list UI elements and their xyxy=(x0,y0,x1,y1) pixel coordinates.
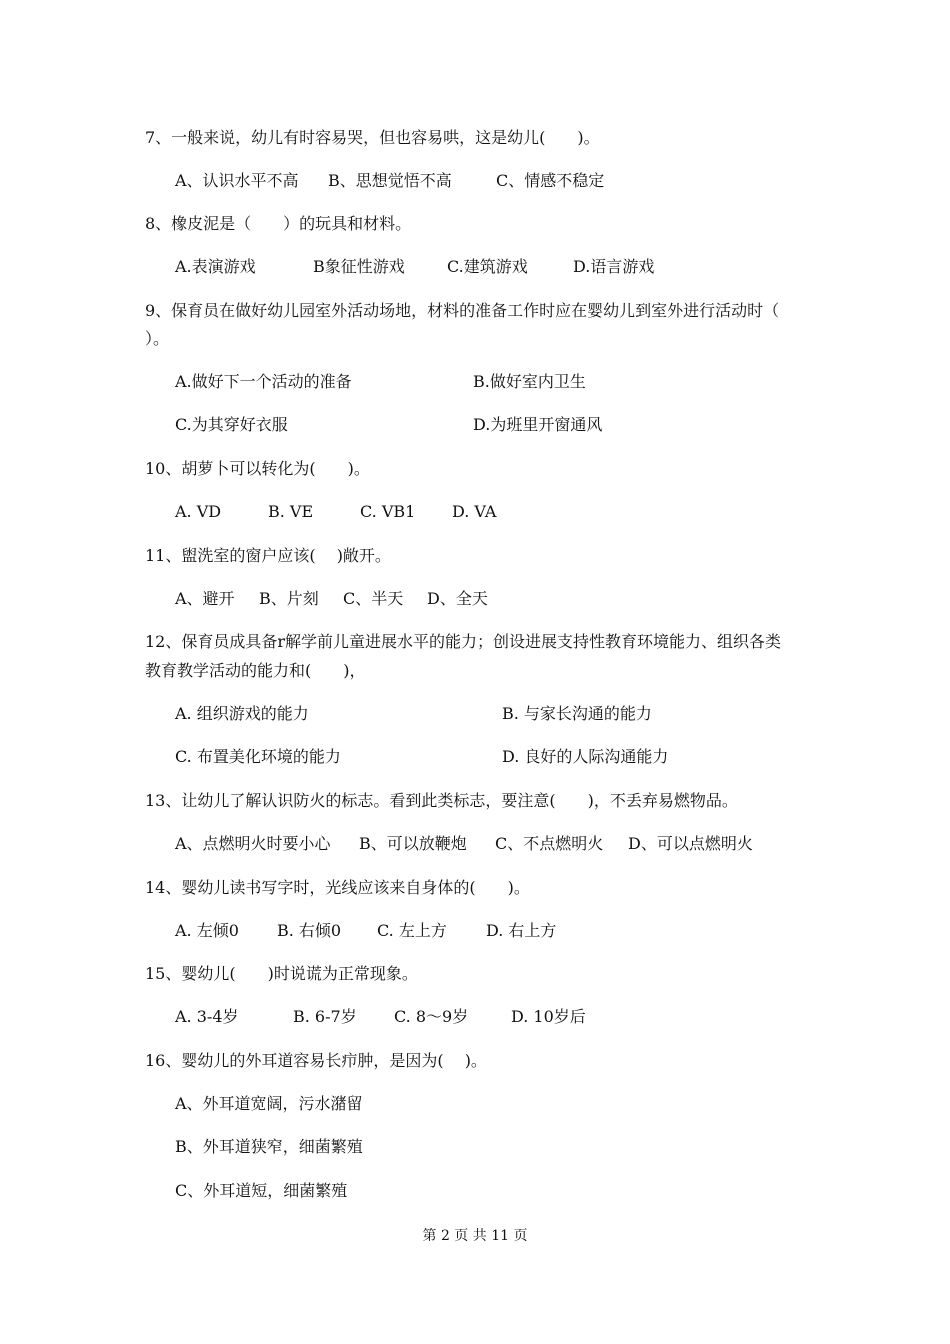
question-7-option-a: A、认识水平不高 xyxy=(175,171,299,190)
question-15-option-c: C. 8～9岁 xyxy=(394,1007,469,1026)
question-13-option-c: C、不点燃明火 xyxy=(495,834,604,853)
question-10-option-c: C. VB1 xyxy=(360,502,416,521)
question-12-option-b: B. 与家长沟通的能力 xyxy=(502,704,652,723)
question-8-option-a: A.表演游戏 xyxy=(175,257,256,276)
question-14-option-b: B. 右倾0 xyxy=(277,921,342,940)
question-9-stem-line-1: 9、保育员在做好幼儿园室外活动场地，材料的准备工作时应在婴幼儿到室外进行活动时（ xyxy=(145,301,780,320)
question-12-option-a: A. 组织游戏的能力 xyxy=(175,704,309,723)
question-14-option-a: A. 左倾0 xyxy=(175,921,239,940)
question-7-option-b: B、思想觉悟不高 xyxy=(328,171,452,190)
question-15-option-b: B. 6-7岁 xyxy=(293,1007,357,1026)
page-footer: 第 2 页 共 11 页 xyxy=(422,1228,528,1244)
question-11-stem: 11、盥洗室的窗户应该( )敞开。 xyxy=(145,546,391,565)
question-10-option-d: D. VA xyxy=(452,502,497,521)
question-13-option-b: B、可以放鞭炮 xyxy=(359,834,467,853)
question-12-option-c: C. 布置美化环境的能力 xyxy=(175,747,341,766)
question-13-option-d: D、可以点燃明火 xyxy=(628,834,753,853)
question-9-option-b: B.做好室内卫生 xyxy=(473,372,586,391)
question-16-stem: 16、婴幼儿的外耳道容易长疖肿，是因为( )。 xyxy=(145,1051,487,1070)
question-11-option-a: A、避开 xyxy=(175,589,235,608)
question-9-option-a: A.做好下一个活动的准备 xyxy=(175,372,352,391)
question-10-option-a: A. VD xyxy=(175,502,222,521)
question-9-stem-line-2: ）。 xyxy=(145,329,170,348)
question-9-option-c: C.为其穿好衣服 xyxy=(175,415,288,434)
question-15-option-d: D. 10岁后 xyxy=(511,1007,586,1026)
question-13-stem: 13、让幼儿了解认识防火的标志。看到此类标志，要注意( )，不丢弃易燃物品。 xyxy=(145,791,738,810)
question-12-stem-line-2: 教育教学活动的能力和( )， xyxy=(145,661,366,680)
question-8-stem: 8、橡皮泥是（ ）的玩具和材料。 xyxy=(145,214,412,233)
question-15-option-a: A. 3-4岁 xyxy=(175,1007,239,1026)
question-7-stem: 7、一般来说，幼儿有时容易哭，但也容易哄，这是幼儿( )。 xyxy=(145,128,600,147)
question-9-option-d: D.为班里开窗通风 xyxy=(473,415,603,434)
question-11-option-d: D、全天 xyxy=(427,589,488,608)
question-8-option-c: C.建筑游戏 xyxy=(447,257,528,276)
question-8-option-d: D.语言游戏 xyxy=(573,257,655,276)
question-12-option-d: D. 良好的人际沟通能力 xyxy=(502,747,669,766)
question-11-option-b: B、片刻 xyxy=(259,589,319,608)
question-16-option-b: B、外耳道狭窄，细菌繁殖 xyxy=(175,1137,363,1156)
question-10-stem: 10、胡萝卜可以转化为( )。 xyxy=(145,459,370,478)
question-10-option-b: B. VE xyxy=(268,502,314,521)
question-14-option-c: C. 左上方 xyxy=(377,921,447,940)
question-16-option-a: A、外耳道宽阔，污水潴留 xyxy=(175,1094,363,1113)
question-14-stem: 14、婴幼儿读书写字时，光线应该来自身体的( )。 xyxy=(145,878,530,897)
question-15-stem: 15、婴幼儿( )时说谎为正常现象。 xyxy=(145,964,418,983)
question-16-option-c: C、外耳道短，细菌繁殖 xyxy=(175,1181,348,1200)
question-8-option-b: B象征性游戏 xyxy=(313,257,405,276)
question-7-option-c: C、情感不稳定 xyxy=(496,171,605,190)
question-11-option-c: C、半天 xyxy=(343,589,404,608)
question-13-option-a: A、点燃明火时要小心 xyxy=(175,834,331,853)
question-12-stem-line-1: 12、保育员成具备r解学前儿童进展水平的能力；创设进展支持性教育环境能力、组织各类 xyxy=(145,632,782,651)
question-14-option-d: D. 右上方 xyxy=(486,921,557,940)
